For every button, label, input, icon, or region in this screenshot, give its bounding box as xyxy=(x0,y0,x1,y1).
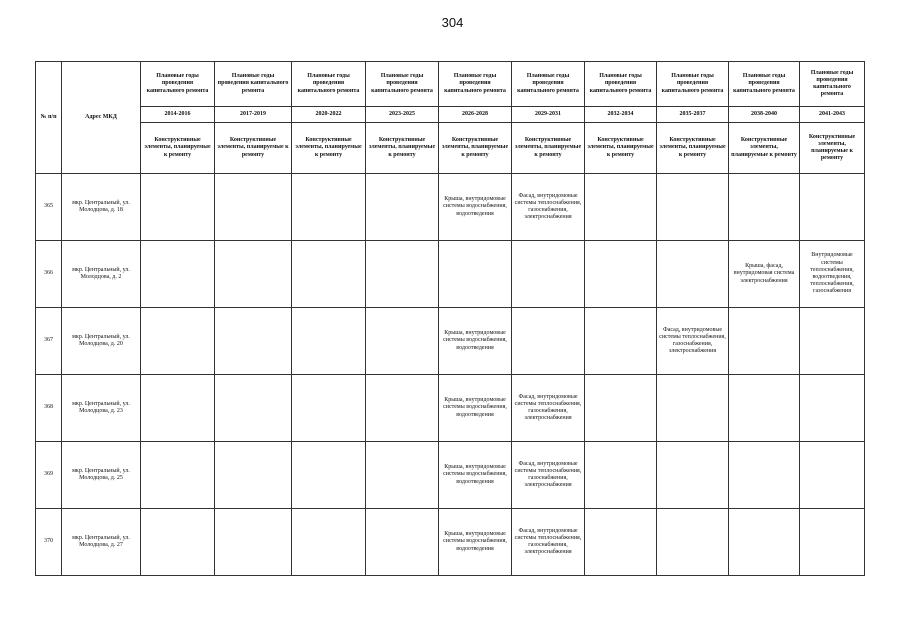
repair-elements-cell xyxy=(585,375,657,442)
period-years-header: 2026-2028 xyxy=(439,107,512,123)
period-years-header: 2017-2019 xyxy=(215,107,292,123)
period-title-header: Плановые годы проведения капитального ремонта xyxy=(292,62,366,107)
elements-header: Конструктивные элементы, планируемые к ремонту xyxy=(439,123,512,174)
repair-elements-cell xyxy=(729,442,800,509)
repair-elements-cell: Крыша, внутридомовые системы водоснабжения, водоотведения xyxy=(439,174,512,241)
repair-elements-cell xyxy=(292,241,366,308)
elements-header: Конструктивные элементы, планируемые к ремонту xyxy=(215,123,292,174)
period-title-header: Плановые годы проведения капитального ремонта xyxy=(141,62,215,107)
row-number: 370 xyxy=(36,509,62,576)
address-column-header: Адрес МКД xyxy=(62,62,141,174)
period-title-header: Плановые годы проведения капитального ремонта xyxy=(215,62,292,107)
header-elements-row xyxy=(36,123,865,174)
header-title-row xyxy=(36,62,865,107)
repair-elements-cell xyxy=(141,442,215,509)
repair-elements-cell xyxy=(512,241,585,308)
repair-elements-cell: Фасад, внутридомовые системы теплоснабжения, газоснабжения, электроснабжения xyxy=(512,509,585,576)
repair-elements-cell xyxy=(141,509,215,576)
repair-elements-cell xyxy=(366,174,439,241)
repair-elements-cell xyxy=(800,174,865,241)
row-number: 369 xyxy=(36,442,62,509)
period-title-header: Плановые годы проведения капитального ремонта xyxy=(439,62,512,107)
repair-elements-cell xyxy=(366,241,439,308)
repair-elements-cell xyxy=(366,509,439,576)
repair-elements-cell xyxy=(215,308,292,375)
repair-elements-cell xyxy=(292,442,366,509)
row-number: 368 xyxy=(36,375,62,442)
period-years-header: 2020-2022 xyxy=(292,107,366,123)
row-address: мкр. Центральный, ул. Молодцова, д. 20 xyxy=(62,308,141,375)
page-number: 304 xyxy=(441,15,464,30)
repair-elements-cell: Крыша, внутридомовые системы водоснабжения, водоотведения xyxy=(439,509,512,576)
period-years-header: 2038-2040 xyxy=(729,107,800,123)
header-years-row xyxy=(36,107,865,123)
row-number: 367 xyxy=(36,308,62,375)
repair-elements-cell xyxy=(729,509,800,576)
repair-elements-cell: Внутридомовые системы теплоснабжения, водоотведения, теплоснабжения, газоснабжения xyxy=(800,241,865,308)
row-address: мкр. Центральный, ул. Молодцова, д. 18 xyxy=(62,174,141,241)
period-title-header: Плановые годы проведения капитального ремонта xyxy=(729,62,800,107)
repair-elements-cell xyxy=(800,308,865,375)
repair-elements-cell xyxy=(585,442,657,509)
row-number: 365 xyxy=(36,174,62,241)
repair-elements-cell xyxy=(657,174,729,241)
repair-elements-cell xyxy=(141,375,215,442)
row-address: мкр. Центральный, ул. Молодцова, д. 2 xyxy=(62,241,141,308)
repair-elements-cell: Фасад, внутридомовые системы теплоснабжения, газоснабжения, электроснабжения xyxy=(512,442,585,509)
repair-elements-cell xyxy=(800,509,865,576)
repair-elements-cell xyxy=(215,442,292,509)
period-title-header: Плановые годы проведения капитального ремонта xyxy=(800,62,865,107)
repair-elements-cell xyxy=(585,241,657,308)
repair-elements-cell xyxy=(585,174,657,241)
elements-header: Конструктивные элементы, планируемые к ремонту xyxy=(657,123,729,174)
repair-elements-cell: Фасад, внутридомовые системы теплоснабжения, газоснабжения, электроснабжения xyxy=(657,308,729,375)
repair-elements-cell xyxy=(141,241,215,308)
row-address: мкр. Центральный, ул. Молодцова, д. 27 xyxy=(62,509,141,576)
table-row xyxy=(36,509,865,576)
repair-elements-cell xyxy=(585,509,657,576)
row-address: мкр. Центральный, ул. Молодцова, д. 25 xyxy=(62,442,141,509)
table-row xyxy=(36,174,865,241)
repair-elements-cell xyxy=(215,174,292,241)
repair-elements-cell xyxy=(215,509,292,576)
repair-elements-cell: Крыша, фасад, внутридомовая система электроснабжения xyxy=(729,241,800,308)
repair-elements-cell xyxy=(292,375,366,442)
repair-elements-cell xyxy=(292,174,366,241)
table-row xyxy=(36,308,865,375)
period-title-header: Плановые годы проведения капитального ремонта xyxy=(585,62,657,107)
row-number: 366 xyxy=(36,241,62,308)
table-row xyxy=(36,375,865,442)
elements-header: Конструктивные элементы, планируемые к ремонту xyxy=(800,123,865,174)
repair-elements-cell xyxy=(585,308,657,375)
repair-elements-cell xyxy=(657,442,729,509)
row-address: мкр. Центральный, ул. Молодцова, д. 23 xyxy=(62,375,141,442)
period-title-header: Плановые годы проведения капитального ремонта xyxy=(657,62,729,107)
period-title-header: Плановые годы проведения капитального ремонта xyxy=(366,62,439,107)
period-years-header: 2032-2034 xyxy=(585,107,657,123)
repair-elements-cell: Фасад, внутридомовые системы теплоснабжения, газоснабжения, электроснабжения xyxy=(512,375,585,442)
repair-elements-cell xyxy=(729,174,800,241)
repair-elements-cell xyxy=(215,375,292,442)
elements-header: Конструктивные элементы, планируемые к ремонту xyxy=(729,123,800,174)
table-row xyxy=(36,442,865,509)
period-years-header: 2023-2025 xyxy=(366,107,439,123)
repair-elements-cell xyxy=(141,174,215,241)
capital-repair-schedule-table xyxy=(35,61,865,576)
repair-elements-cell xyxy=(657,509,729,576)
repair-elements-cell: Фасад, внутридомовые системы теплоснабжения, газоснабжения, электроснабжения xyxy=(512,174,585,241)
elements-header: Конструктивные элементы, планируемые к ремонту xyxy=(292,123,366,174)
repair-elements-cell: Крыша, внутридомовые системы водоснабжения, водоотведения xyxy=(439,308,512,375)
repair-elements-cell xyxy=(657,241,729,308)
repair-elements-cell xyxy=(292,509,366,576)
period-years-header: 2014-2016 xyxy=(141,107,215,123)
repair-elements-cell xyxy=(800,375,865,442)
repair-elements-cell xyxy=(366,442,439,509)
period-years-header: 2029-2031 xyxy=(512,107,585,123)
repair-elements-cell xyxy=(800,442,865,509)
period-years-header: 2041-2043 xyxy=(800,107,865,123)
period-title-header: Плановые годы проведения капитального ремонта xyxy=(512,62,585,107)
elements-header: Конструктивные элементы, планируемые к ремонту xyxy=(585,123,657,174)
number-column-header: № п/п xyxy=(36,62,62,174)
repair-elements-cell xyxy=(657,375,729,442)
repair-elements-cell: Крыша, внутридомовые системы водоснабжения, водоотведения xyxy=(439,442,512,509)
repair-elements-cell xyxy=(512,308,585,375)
table-header xyxy=(36,62,865,174)
repair-elements-cell xyxy=(292,308,366,375)
repair-elements-cell xyxy=(215,241,292,308)
table-body xyxy=(36,174,865,576)
repair-elements-cell xyxy=(366,375,439,442)
repair-elements-cell xyxy=(729,375,800,442)
elements-header: Конструктивные элементы, планируемые к ремонту xyxy=(141,123,215,174)
elements-header: Конструктивные элементы, планируемые к ремонту xyxy=(366,123,439,174)
period-years-header: 2035-2037 xyxy=(657,107,729,123)
repair-elements-cell: Крыша, внутридомовые системы водоснабжения, водоотведения xyxy=(439,375,512,442)
elements-header: Конструктивные элементы, планируемые к ремонту xyxy=(512,123,585,174)
repair-elements-cell xyxy=(439,241,512,308)
repair-elements-cell xyxy=(141,308,215,375)
table-row xyxy=(36,241,865,308)
repair-elements-cell xyxy=(729,308,800,375)
repair-elements-cell xyxy=(366,308,439,375)
